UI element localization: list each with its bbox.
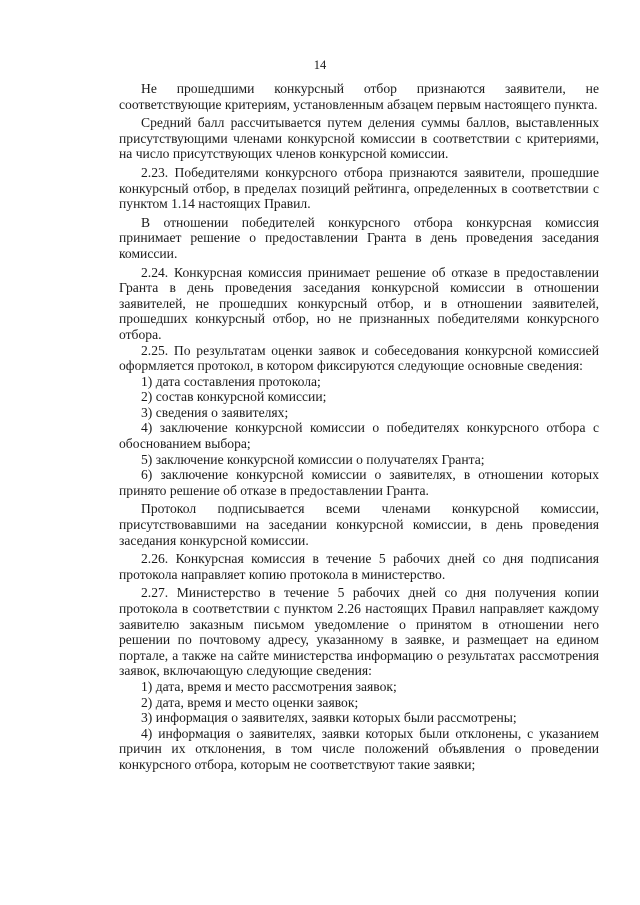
paragraph-2-23: 2.23. Победителями конкурсного отбора признаются заявители, прошедшие конкурсный отбор, в пределах позиций рейтинга, определенных в соответствии с пунктом 1.14 настоящих Правил. [119,164,599,212]
page-number: 14 [313,58,327,72]
list-item: 1) дата, время и место рассмотрения заявок; [141,678,397,694]
paragraph-2-24: 2.24. Конкурсная комиссия принимает решение об отказе в предоставлении Гранта в день проведения заседания конкурсной комиссии в отношении заявителей, не прошедших конкурсный отбор, и в отношении заявителей, прошедших конкурсный отбор, но не признанных победителями конкурсного отбора. [119,264,599,342]
list-item: 3) информация о заявителях, заявки которых были рассмотрены; [141,710,517,726]
document-body [119,81,599,773]
list-item: 2) дата, время и место оценки заявок; [141,694,359,710]
paragraph-not-passed: Не прошедшими конкурсный отбор признаются заявители, не соответствующие критериям, установленным абзацем первым настоящего пункта. [119,81,599,112]
list-item: 2) состав конкурсной комиссии; [141,389,327,405]
list-item: 5) заключение конкурсной комиссии о получателях Гранта; [141,451,485,467]
list-item: 3) сведения о заявителях; [141,404,289,420]
list-item: 4) информация о заявителях, заявки которых были отклонены, с указанием причин их отклонения, в том числе положений объявления о проведении конкурсного отбора, которым не соответствуют такие заявки; [119,725,599,772]
list-item: 1) дата составления протокола; [141,373,321,389]
paragraph-2-26: 2.26. Конкурсная комиссия в течение 5 рабочих дней со дня подписания протокола направляет копию протокола в министерство. [119,551,599,582]
list-item: 4) заключение конкурсной комиссии о победителях конкурсного отбора с обоснованием выбора; [119,420,599,452]
paragraph-average-score: Средний балл рассчитывается путем деления суммы баллов, выставленных присутствующими членами конкурсной комиссии в соответствии с критериями, на число присутствующих членов конкурсной комиссии. [119,115,599,162]
paragraph-winners-decision: В отношении победителей конкурсного отбора конкурсная комиссия принимает решение о предоставлении Гранта в день проведения заседания комиссии. [119,214,599,261]
paragraph-2-27: 2.27. Министерство в течение 5 рабочих дней со дня получения копии протокола в соответствии с пунктом 2.26 настоящих Правил направляет каждому заявителю заказным письмом уведомление о принятом в отношении него решении по почтовому адресу, указанному в заявке, и размещает на едином портале, а также на сайте министерства информацию о результатах рассмотрения заявок, включающую следующие сведения: [119,585,599,679]
paragraph-protocol-signing: Протокол подписывается всеми членами конкурсной комиссии, присутствовавшими на заседании конкурсной комиссии, в день проведения заседания конкурсной комиссии. [119,501,599,548]
list-item: 6) заключение конкурсной комиссии о заявителях, в отношении которых принято решение об отказе в предоставлении Гранта. [119,467,599,498]
paragraph-2-25: 2.25. По результатам оценки заявок и собеседования конкурсной комиссией оформляется протокол, в котором фиксируются следующие основные сведения: [119,342,599,374]
